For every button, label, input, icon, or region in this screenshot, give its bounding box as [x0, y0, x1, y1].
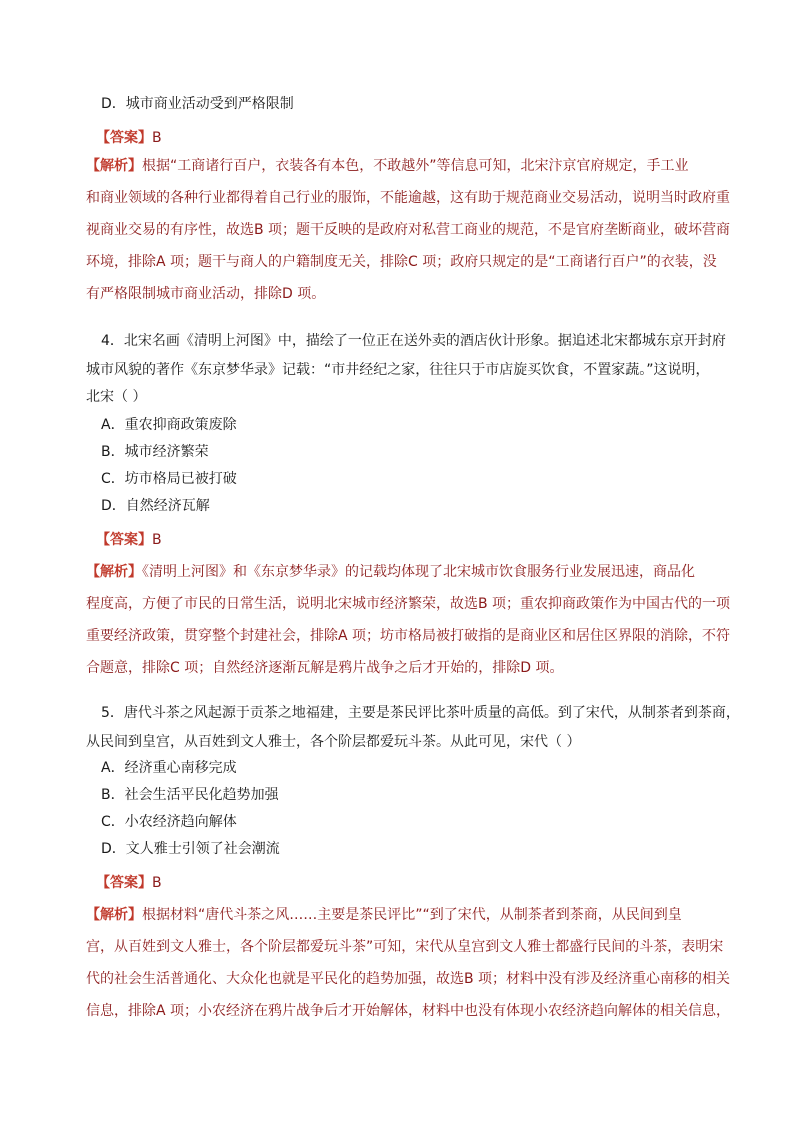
q4-analysis-line-4: 合题意，排除C 项；自然经济逐渐瓦解是鸦片战争之后才开始的，排除D 项。: [86, 660, 564, 676]
prev-analysis-line-5: 有严格限制城市商业活动，排除D 项。: [86, 286, 326, 302]
prev-analysis-line-1: 【解析】根据“工商诸行百户，衣装各有本色，不敢越外”等信息可知，北宋汴京官府规定，手工业: [86, 158, 689, 174]
q4-stem-line-3: 北宋（ ）: [86, 389, 147, 405]
q5-option-a: A．经济重心南移完成: [101, 760, 237, 776]
answer-value: B: [152, 875, 162, 891]
q4-stem-line-1: 4．北宋名画《清明上河图》中，描绘了一位正在送外卖的酒店伙计形象。据追述北宋都城东京开封府: [101, 333, 726, 349]
answer-tag: 【答案】: [96, 130, 152, 146]
prev-analysis-line-3: 视商业交易的有序性，故选B 项；题干反映的是政府对私营工商业的规范，不是官府垄断商业，破坏营商: [86, 222, 731, 238]
prev-option-d: D．城市商业活动受到严格限制: [101, 96, 294, 112]
q4-stem-line-2: 城市风貌的著作《东京梦华录》记载：“市井经纪之家，往往只于市店旋买饮食，不置家蔬。”这说明，: [86, 362, 710, 378]
prev-answer: [96, 127, 162, 149]
analysis-tag: 【解析】: [86, 158, 142, 174]
q4-analysis-line-1: 【解析】《清明上河图》和《东京梦华录》的记载均体现了北宋城市饮食服务行业发展迅速，商品化: [86, 564, 695, 580]
q4-analysis-line-2: 程度高，方便了市民的日常生活，说明北宋城市经济繁荣，故选B 项；重农抑商政策作为中国古代的一项: [86, 596, 731, 612]
prev-analysis-line-2: 和商业领域的各种行业都得着自己行业的服饰，不能逾越，这有助于规范商业交易活动，说明当时政府重: [86, 190, 730, 206]
q5-option-b: B．社会生活平民化趋势加强: [101, 787, 279, 803]
q5-stem-line-2: 从民间到皇宫，从百姓到文人雅士，各个阶层都爱玩斗茶。从此可见，宋代（ ）: [86, 734, 581, 750]
q5-analysis-line-1: 【解析】根据材料“唐代斗茶之风……主要是茶民评比”“到了宋代，从制茶者到茶商，从民间到皇: [86, 907, 682, 923]
q4-option-b: B．城市经济繁荣: [101, 444, 209, 460]
analysis-tag: 【解析】: [86, 907, 142, 923]
q4-answer: [96, 529, 162, 551]
answer-tag: 【答案】: [96, 532, 152, 548]
answer-value: B: [152, 532, 162, 548]
answer-value: B: [152, 130, 162, 146]
q4-option-c: C．坊市格局已被打破: [101, 471, 237, 487]
analysis-tag: 【解析】: [86, 564, 142, 580]
answer-tag: 【答案】: [96, 875, 152, 891]
q5-analysis-line-2: 宫，从百姓到文人雅士，各个阶层都爱玩斗茶”可知，宋代从皇宫到文人雅士都盛行民间的斗茶，表明宋: [86, 939, 724, 955]
q4-option-a: A．重农抑商政策废除: [101, 417, 237, 433]
q4-analysis-line-3: 重要经济政策，贯穿整个封建社会，排除A 项；坊市格局被打破指的是商业区和居住区界限的消除，不符: [86, 628, 731, 644]
q5-answer: [96, 872, 162, 894]
q5-stem-line-1: 5．唐代斗茶之风起源于贡茶之地福建，主要是茶民评比茶叶质量的高低。到了宋代，从制茶者到茶商，: [101, 705, 740, 721]
q5-analysis-line-3: 代的社会生活普通化、大众化也就是平民化的趋势加强，故选B 项；材料中没有涉及经济重心南移的相关: [86, 971, 731, 987]
prev-analysis-line-4: 环境，排除A 项；题干与商人的户籍制度无关，排除C 项；政府只规定的是“工商诸行百户”的衣装，没: [86, 254, 717, 270]
q5-option-d: D．文人雅士引领了社会潮流: [101, 841, 280, 857]
q4-option-d: D．自然经济瓦解: [101, 498, 210, 514]
q5-option-c: C．小农经济趋向解体: [101, 814, 237, 830]
q5-analysis-line-4: 信息，排除A 项；小农经济在鸦片战争后才开始解体，材料中也没有体现小农经济趋向解体的相关信息，: [86, 1003, 731, 1019]
